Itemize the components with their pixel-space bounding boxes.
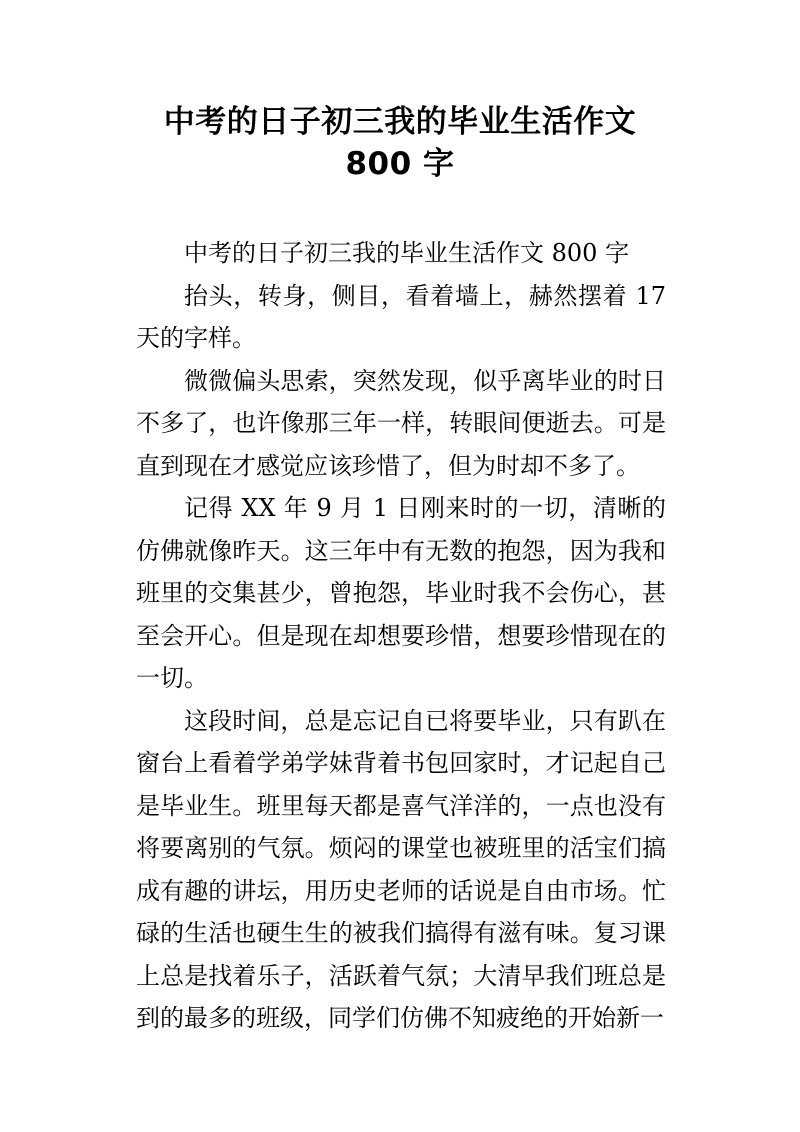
- document-title: 中考的日子初三我的毕业生活作文: [163, 104, 637, 140]
- paragraph: 微微偏头思索，突然发现，似乎离毕业的时日不多了，也许像那三年一样，转眼间便逝去。可是直到现在才感觉应该珍惜了，但为时却不多了。: [136, 366, 666, 480]
- paragraph: 记得 XX 年 9 月 1 日刚来时的一切，清晰的仿佛就像昨天。这三年中有无数的抱怨，因为我和班里的交集甚少，曾抱怨，毕业时我不会伤心，甚至会开心。但是现在却想要珍惜，想要珍惜现在的一切。: [136, 494, 666, 692]
- document-title-subline: 800 字: [345, 146, 455, 182]
- paragraph: 抬头，转身，侧目，看着墙上，赫然摆着 17 天的字样。: [136, 281, 666, 352]
- document-body: [136, 232, 666, 1040]
- paragraph: 这段时间，总是忘记自已将要毕业，只有趴在窗台上看着学弟学妹背着书包回家时，才记起自己是毕业生。班里每天都是喜气洋洋的，一点也没有将要离别的气氛。烦闷的课堂也被班里的活宝们搞成有趣的讲坛，用历史老师的话说是自由市场。忙碌的生活也硬生生的被我们搞得有滋有味。复习课上总是找着乐子，活跃着气氛；大清早我们班总是到的最多的班级，同学们仿佛不知疲绝的开始新一: [136, 706, 666, 1032]
- paragraph-heading: 中考的日子初三我的毕业生活作文 800 字: [184, 239, 630, 267]
